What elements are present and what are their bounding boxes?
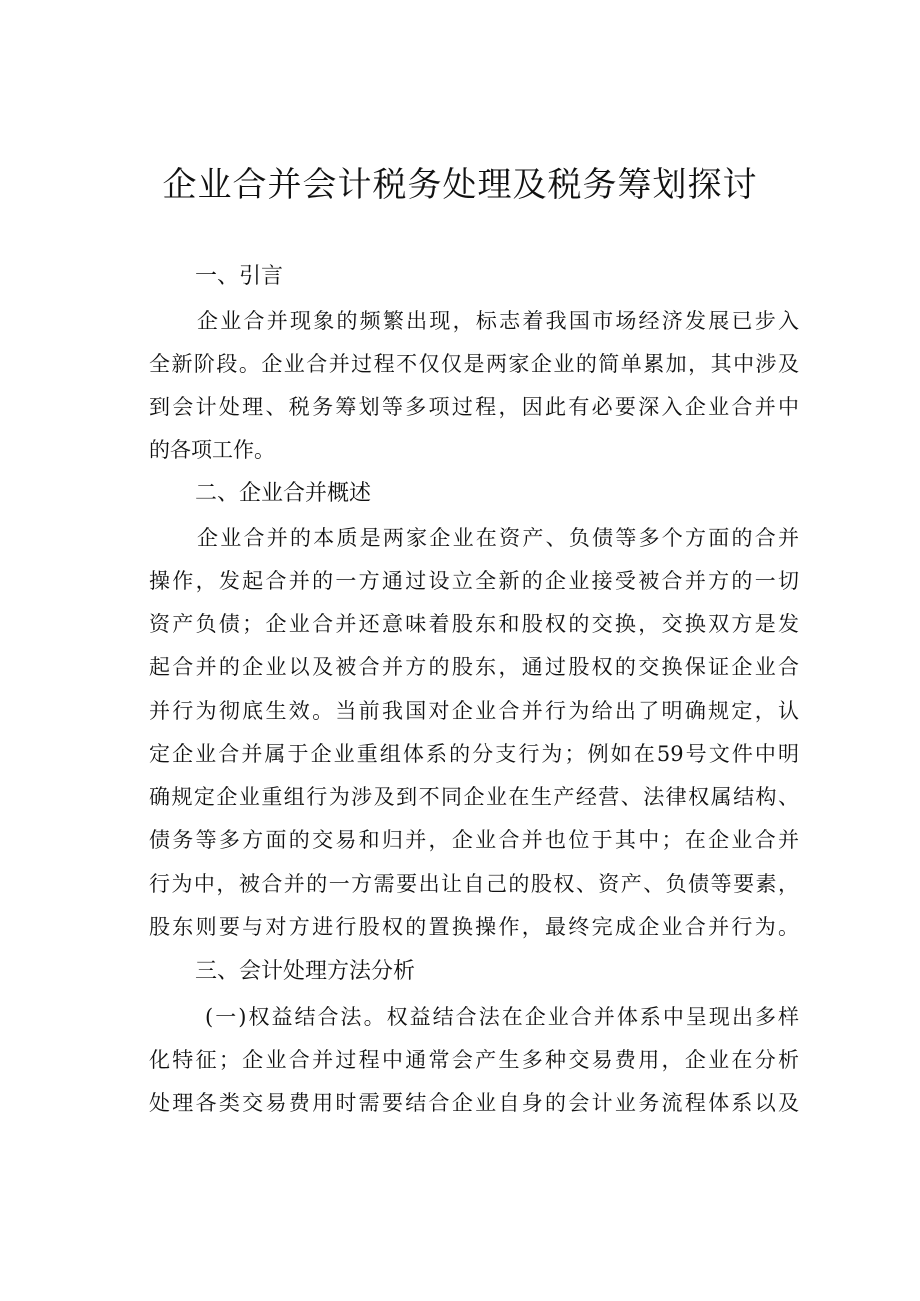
paragraph-line: 股东则要与对方进行股权的置换操作，最终完成企业合并行为。 (149, 915, 799, 939)
section-heading-overview: 二、企业合并概述 (195, 481, 372, 506)
paragraph-line: 起合并的企业以及被合并方的股东，通过股权的交换保证企业合 (149, 655, 799, 679)
paragraph-line: 企业合并的本质是两家企业在资产、负债等多个方面的合并 (197, 526, 799, 550)
paragraph-line: 行为中，被合并的一方需要出让自己的股权、资产、负债等要素， (149, 872, 799, 896)
paragraph-line: 并行为彻底生效。当前我国对企业合并行为给出了明确规定，认 (149, 699, 799, 723)
section-heading-intro: 一、引言 (195, 264, 284, 289)
section-heading-accounting: 三、会计处理方法分析 (195, 959, 416, 984)
paragraph-line: 操作，发起合并的一方通过设立全新的企业接受被合并方的一切 (149, 569, 799, 593)
document-title: 企业合并会计税务处理及税务筹划探讨 (162, 165, 758, 205)
paragraph-line: 全新阶段。企业合并过程不仅仅是两家企业的简单累加，其中涉及 (149, 352, 799, 376)
paragraph-line: 债务等多方面的交易和归并，企业合并也位于其中；在企业合并 (149, 828, 799, 852)
paragraph-line: 确规定企业重组行为涉及到不同企业在生产经营、法律权属结构、 (149, 785, 799, 809)
paragraph-line: 定企业合并属于企业重组体系的分支行为；例如在59号文件中明 (149, 742, 799, 766)
paragraph-line: 资产负债；企业合并还意味着股东和股权的交换，交换双方是发 (149, 612, 799, 636)
paragraph-line: 化特征；企业合并过程中通常会产生多种交易费用，企业在分析 (149, 1048, 799, 1072)
paragraph-line: 的各项工作。 (149, 438, 275, 462)
paragraph-line: 到会计处理、税务筹划等多项过程，因此有必要深入企业合并中 (149, 395, 799, 419)
paragraph-line: (一)权益结合法。权益结合法在企业合并体系中呈现出多样 (205, 1005, 799, 1029)
paragraph-line: 企业合并现象的频繁出现，标志着我国市场经济发展已步入 (197, 309, 799, 333)
paragraph-line: 处理各类交易费用时需要结合企业自身的会计业务流程体系以及 (149, 1091, 799, 1115)
